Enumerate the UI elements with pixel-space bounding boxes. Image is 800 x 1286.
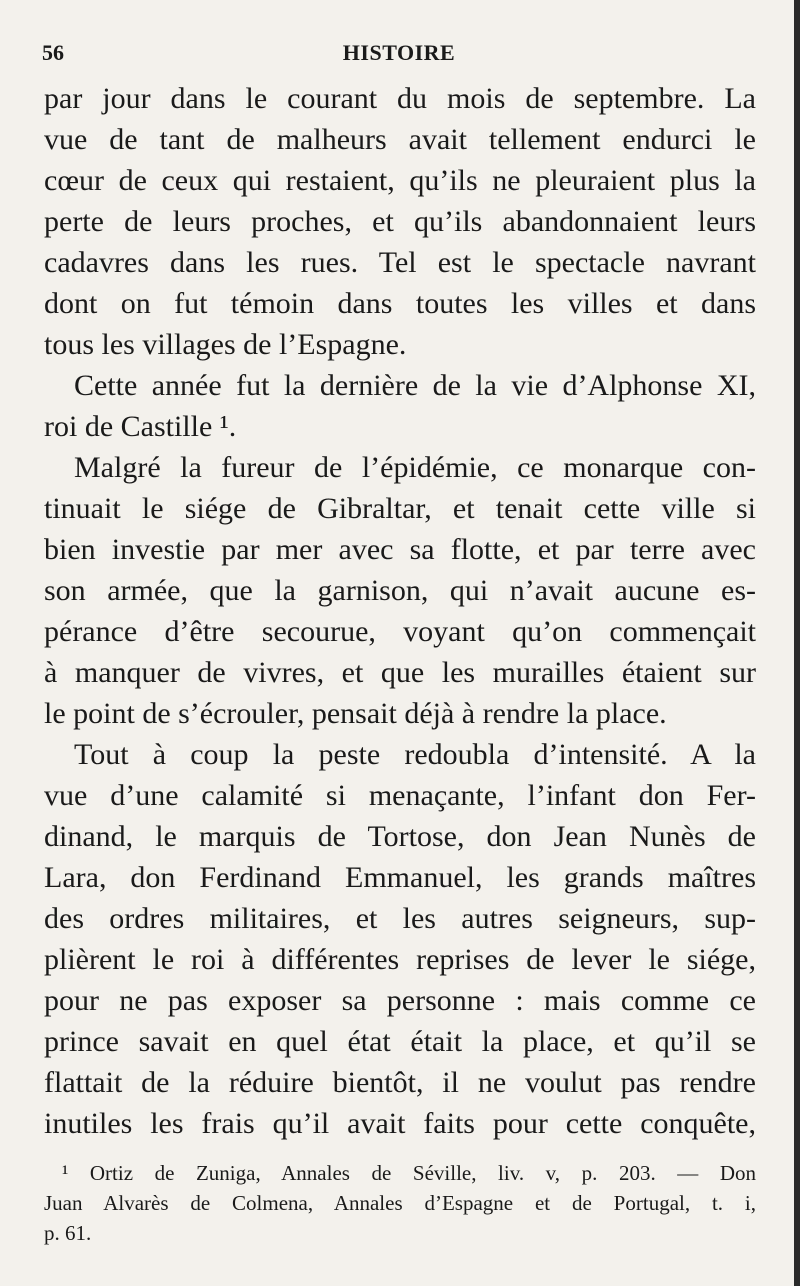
- running-head: [42, 40, 756, 70]
- text-line: Malgré la fureur de l’épidémie, ce monarque con-: [74, 451, 756, 484]
- text-line: dont on fut témoin dans toutes les villes et dans: [44, 287, 756, 320]
- text-line: le point de s’écrouler, pensait déjà à rendre la place.: [44, 697, 667, 730]
- text-line: tous les villages de l’Espagne.: [44, 328, 407, 361]
- text-line: son armée, que la garnison, qui n’avait aucune es-: [44, 574, 756, 607]
- text-line: bien investie par mer avec sa flotte, et par terre avec: [44, 533, 756, 566]
- page-number: 56: [42, 40, 64, 65]
- text-line: à manquer de vivres, et que les murailles étaient sur: [44, 656, 756, 689]
- footnote-line: Juan Alvarès de Colmena, Annales d’Espagne et de Portugal, t. i,: [44, 1191, 756, 1215]
- text-line: par jour dans le courant du mois de septembre. La: [44, 82, 756, 115]
- footnotes: [44, 1158, 756, 1248]
- text-line: Cette année fut la dernière de la vie d’Alphonse XI,: [74, 369, 756, 402]
- text-line: pérance d’être secourue, voyant qu’on commençait: [44, 615, 756, 648]
- text-line: cœur de ceux qui restaient, qu’ils ne pleuraient plus la: [44, 164, 756, 197]
- text-line: des ordres militaires, et les autres seigneurs, sup-: [44, 902, 756, 935]
- text-line: Tout à coup la peste redoubla d’intensité. A la: [74, 738, 756, 771]
- body-text: [44, 78, 756, 1144]
- text-line: vue d’une calamité si menaçante, l’infant don Fer-: [44, 779, 756, 812]
- text-line: pour ne pas exposer sa personne : mais comme ce: [44, 984, 756, 1017]
- text-line: inutiles les frais qu’il avait faits pour cette conquête,: [44, 1107, 756, 1140]
- text-line: Lara, don Ferdinand Emmanuel, les grands maîtres: [44, 861, 756, 894]
- text-line: flattait de la réduire bientôt, il ne voulut pas rendre: [44, 1066, 756, 1099]
- page-edge: [794, 0, 800, 1286]
- footnote-line: ¹ Ortiz de Zuniga, Annales de Séville, liv. v, p. 203. — Don: [62, 1161, 756, 1185]
- text-line: tinuait le siége de Gibraltar, et tenait cette ville si: [44, 492, 756, 525]
- running-title: HISTOIRE: [342, 40, 456, 65]
- text-line: vue de tant de malheurs avait tellement endurci le: [44, 123, 756, 156]
- text-line: roi de Castille ¹.: [44, 410, 237, 443]
- footnote-line: p. 61.: [44, 1221, 92, 1245]
- text-line: cadavres dans les rues. Tel est le spectacle navrant: [44, 246, 756, 279]
- text-line: prince savait en quel état était la place, et qu’il se: [44, 1025, 756, 1058]
- text-line: perte de leurs proches, et qu’ils abandonnaient leurs: [44, 205, 756, 238]
- text-line: plièrent le roi à différentes reprises de lever le siége,: [44, 943, 756, 976]
- text-line: dinand, le marquis de Tortose, don Jean Nunès de: [44, 820, 756, 853]
